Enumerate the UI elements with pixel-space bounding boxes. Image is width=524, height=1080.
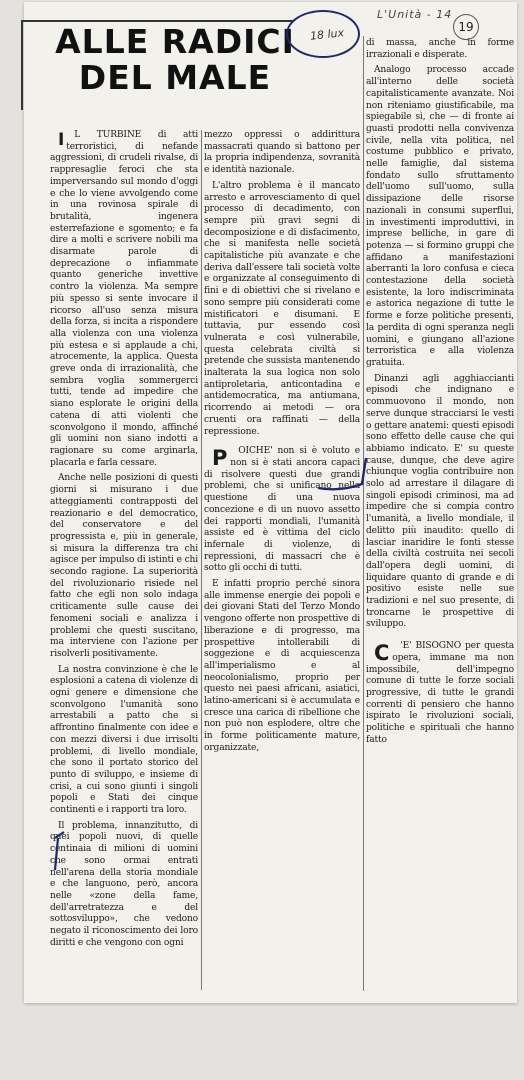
paragraph: mezzo oppressi o addirittura massacrati quando si battono per la propria indipendenza, sovranità e identità nazionale. xyxy=(204,130,360,176)
paragraph: La nostra convinzione è che le esplosioni a catena di violenze di ogni genere e dimensione che sconvolgono l'umanità sono arrestabili a patto che si affrontino finalmente con idee e con mezzi diversi i due irrisolti problemi, di livello mondiale, che sono il portato storico del punto di sviluppo, e insieme di crisi, a cui sono giunti i singoli popoli e Stati dei cinque continenti e i rapporti tra loro. xyxy=(50,664,198,816)
article-column-3 xyxy=(366,38,514,750)
paragraph: Dinanzi agli agghiaccianti episodi che indignano e commuovono il mondo, non serve dunque stracciarsi le vesti o gettare anatemi: questi episodi sono effetto delle cause che qui abbiamo indicato. E' su queste cause, dunque, che deve agire chiunque voglia contribuire non solo ad arrestare il dilagare di singoli episodi criminosi, ma ad impedire che si compia contro l'umanità, a livello mondiale, il delitto più inaudito: quello di lasciar inaridire le fonti stesse della civiltà costruita nei secoli dall'opera degli uomini, di liquidare quanto di grande e di positivo esiste nelle sue tradizioni e nel suo presente, di troncarne le prospettive di sviluppo. xyxy=(366,373,514,630)
paragraph: Analogo processo accade all'interno delle società capitalisticamente avanzate. Noi non riteniamo giustificabile, ma spiegabile sì, che — di fronte ai guasti prodotti nella convivenza civile, nella vita politica, nel costume pubblico e privato, nelle famiglie, dal sistema fondato sullo sfruttamento dell'uomo sull'uomo, sulla dissipazione delle risorse nazionali in consumi superflui, in investimenti improduttivi, in imprese belliche, in gare di potenza — si formino gruppi che affidano a manifestazioni aberranti la loro confusa e cieca contestazione della società esistente, la loro indiscriminata e astorica negazione di tutte le forme e forze politiche presenti, la perdita di ogni speranza negli uomini, e giungano all'azione terroristica e alla violenza gratuita. xyxy=(366,65,514,368)
paragraph: L'altro problema è il mancato arresto e arrovesciamento di quel processo di decadimento, con sempre più gravi segni di decomposizione e di disfacimento, che si manifesta nelle società capitalistiche più avanzate e che deriva dall'essere tali società volte e organizzate al conseguimento di fini e di obiettivi che si rivelano e sono sempre più considerati come mistificatori e disumani. E tuttavia, pur essendo così vulnerata e così vulnerabile, questa celebrata civiltà si pretende che sussista mantenendo inalterata la sua logica non solo antiproletaria, anticontadina e antidemocratica, ma antiumana, ricorrendo ai metodi — ora cruenti ora raffinati — della repressione. xyxy=(204,180,360,437)
paragraph: Anche nelle posizioni di questi giorni si misurano i due atteggiamenti contrapposti del reazionario e del democratico, del conservatore e del progressista e, più in generale, si misura la differenza tra chi agisce per impulso di istinti e chi secondo ragione. La superiorità del rivoluzionario risiede nel fatto che egli non solo indaga criticamente sulle cause dei fenomeni sociali e analizza i problemi che questi suscitano, ma interviene con l'azione per risolverli positivamente. xyxy=(50,473,198,659)
section-paragraph: C 'E' BISOGNO per questa opera, immane ma non impossibile, dell'impegno comune di tutte le forze sociali progressive, di tutte le grandi correnti di pensiero che hanno ispirato le rivoluzioni sociali, politiche e spirituali che hanno fatto xyxy=(366,641,514,745)
article-column-2 xyxy=(204,130,360,759)
dropcap: P xyxy=(212,446,228,471)
paragraph: I L TURBINE di atti terroristici, di nefande aggressioni, di crudeli rivalse, di rappresaglie feroci che sta imperversando sul mondo d'oggi e che lo viene avvolgendo come in una rovinosa spirale di brutalità, ingenera esterrefazione e sgomento; e fa dire a molti e scrivere nobili ma disarmate parole di deprecazione o infiammate quanto generiche invettive contro la violenza. Ma sempre più spesso si sente invocare il ricorso all'uso senza misura della forza, si incita a rispondere alla violenza con una violenza più estesa e si applaude a chi, atrocemente, la applica. Questa greve onda di irrazionalità, che sembra voglia sommergerci tutti, tende ad impedire che siano esplorate le origini della catena di atti violenti che sconvolgono il mondo, affinché gli uomini non siano indotti a ragionare su come arginarla, placarla e farla cessare. xyxy=(50,130,198,468)
headline-line-1: ALLE RADICI xyxy=(55,22,295,61)
handwritten-source: L'Unità - 14 xyxy=(377,8,453,21)
dropcap: C xyxy=(374,641,390,666)
paragraph: Il problema, innanzitutto, di quei popoli nuovi, di quelle centinaia di milioni di uomini che sono ormai entrati nell'arena della storia mondiale e che languono, però, ancora nelle «zone della fame, dell'arretratezza e del sottosviluppo», che vedono negato il riconoscimento dei loro diritti e che vengono con ogni xyxy=(50,820,198,948)
handwritten-page-number: 19 xyxy=(453,14,479,40)
handwritten-date: 18 lux xyxy=(309,26,345,43)
paragraph: E infatti proprio perché sinora alle immense energie dei popoli e dei giovani Stati del Terzo Mondo vengono offerte non prospettive di liberazione e di progresso, ma prospettive intollerabili di soggezione e di acquiescenza all'imperialismo e al neocolonialismo, proprio per questo nei paesi africani, asiatici, latino-americani si è accumulata e cresce una carica di ribellione che non può non esplodere, oltre che in forme politicamente mature, organizzate, xyxy=(204,579,360,753)
paragraph: di massa, anche in forme irrazionali e disperate. xyxy=(366,38,514,60)
headline-line-2: DEL MALE xyxy=(78,58,272,97)
dropcap: I xyxy=(58,130,65,150)
headline xyxy=(50,24,300,96)
section-paragraph: P OICHE' non si è voluto e non si è stati ancora capaci di risolvere questi due grandi problemi, che si unificano nella questione di una nuova concezione e di un nuovo assetto dei rapporti mondiali, l'umanità assiste ed è vittima del ciclo infernale di violenze, di repressioni, di massacri che è sotto gli occhi di tutti. xyxy=(204,446,360,574)
column-rule-1 xyxy=(201,130,202,990)
column-rule-2 xyxy=(363,36,364,991)
article-column-1 xyxy=(50,130,198,954)
